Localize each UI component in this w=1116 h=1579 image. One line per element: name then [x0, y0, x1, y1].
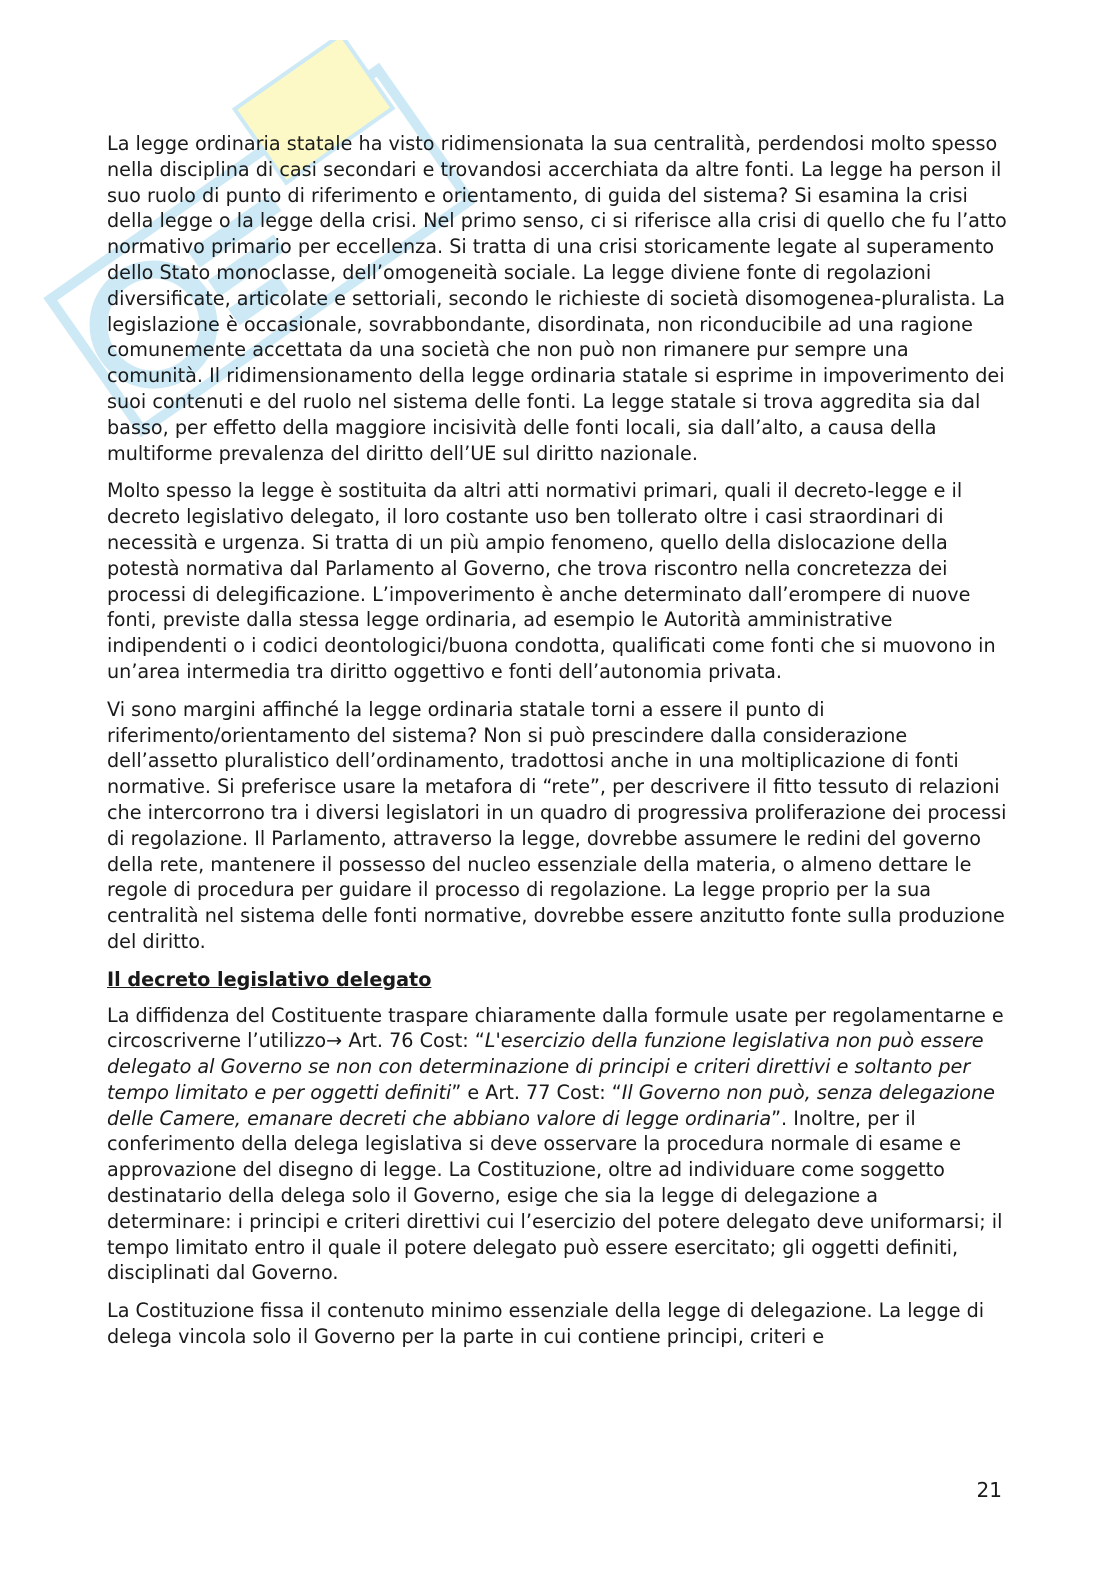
paragraph-diffidenza-costituente [107, 1003, 1007, 1287]
art77-quote: Il Governo non può, senza delegazione delle Camere, emanare decreti che abbiano valore di legge ordinaria [107, 1080, 995, 1130]
paragraph-legge-ordinaria-crisi: La legge ordinaria statale ha visto ridimensionata la sua centralità, perdendosi molto spesso nella disciplina di casi secondari e trovandosi accerchiata da altre fonti. La legge ha person il suo ruolo di punto di riferimento e orientamento, di guida del sistema? Si esamina la crisi della legge o la legge della crisi. Nel primo senso, ci si riferisce alla crisi di quello che fu l’atto normativo primario per eccellenza. Si tratta di una crisi storicamente legate al superamento dello Stato monoclasse, dell’omogeneità sociale. La legge diviene fonte di regolazioni diversificate, articolate e settoriali, secondo le richieste di società disomogenea-pluralista. La legislazione è occasionale, sovrabbondante, disordinata, non riconducibile ad una ragione comunemente accettata da una società che non può non rimanere pur sempre una comunità. Il ridimensionamento della legge ordinaria statale si esprime in impoverimento dei suoi contenuti e del ruolo nel sistema delle fonti. La legge statale si trova aggredita sia dal basso, per effetto della maggiore incisività delle fonti locali, sia dall’alto, a causa della multiforme prevalenza del diritto dell’UE sul diritto nazionale. [107, 132, 1007, 465]
arrow-icon: → [326, 1029, 343, 1053]
section-heading-decreto-legislativo: Il decreto legislativo delegato [107, 967, 432, 991]
paragraph-atti-normativi-primari: Molto spesso la legge è sostituita da altri atti normativi primari, quali il decreto-legge e il decreto legislativo delegato, il loro costante uso ben tollerato oltre i casi straordinari di necessità e urgenza. Si tratta di un più ampio fenomeno, quello della dislocazione della potestà normativa dal Parlamento al Governo, che trova riscontro nella concretezza dei processi di delegificazione. L’impoverimento è anche determinato dall’erompere di nuove fonti, previste dalla stessa legge ordinaria, ad esempio le Autorità amministrative indipendenti o i codici deontologici/buona condotta, qualificati come fonti che si muovono in un’area intermedia tra diritto oggettivo e fonti dell’autonomia privata. [107, 479, 996, 683]
paragraph-rete-legislatori: Vi sono margini affinché la legge ordinaria statale torni a essere il punto di riferimento/orientamento del sistema? Non si può prescindere dalla considerazione dell’assetto pluralistico dell’ordinamento, tradottosi anche in una moltiplicazione di fonti normative. Si preferisce usare la metafora di “rete”, per descrivere il fitto tessuto di relazioni che intercorrono tra i diversi legislatori in un quadro di progressiva proliferazione dei processi di regolazione. Il Parlamento, attraverso la legge, dovrebbe assumere le redini del governo della rete, mantenere il possesso del nucleo essenziale della materia, o almeno dettare le regole di procedura per guidare il processo di regolazione. La legge proprio per la sua centralità nel sistema delle fonti normative, dovrebbe essere anzitutto fonte sulla produzione del diritto. [107, 697, 1007, 953]
delegation-rest-text: ”. Inoltre, per il conferimento della delega legislativa si deve osservare la procedura normale di esame e approvazione del disegno di legge. La Costituzione, oltre ad individuare come soggetto destinatario della delega solo il Governo, esige che sia la legge di delegazione a determinare: i principi e criteri direttivi cui l’esercizio del potere delegato deve uniformarsi; il tempo limitato entro il quale il potere delegato può essere esercitato; gli oggetti definiti, disciplinati dal Governo. [107, 1106, 1003, 1285]
art76-label: Art. 76 Cost: “ [342, 1029, 485, 1053]
art76-quote: L'esercizio della funzione legislativa non può essere delegato al Governo se non con determinazione di principi e criteri direttivi e soltanto per tempo limitato e per oggetti definiti [107, 1029, 984, 1104]
delegation-intro-text: La diffidenza del Costituente traspare chiaramente dalla formule usate per regolamentarne e circoscriverne l’utilizzo [107, 1003, 1004, 1053]
art77-label: ” e Art. 77 Cost: “ [451, 1080, 622, 1104]
document-page [107, 131, 1007, 1362]
paragraph-contenuto-minimo: La Costituzione fissa il contenuto minimo essenziale della legge di delegazione. La legge di delega vincola solo il Governo per la parte in cui contiene principi, criteri e [107, 1299, 985, 1349]
page-number: 21 [976, 1478, 1002, 1502]
